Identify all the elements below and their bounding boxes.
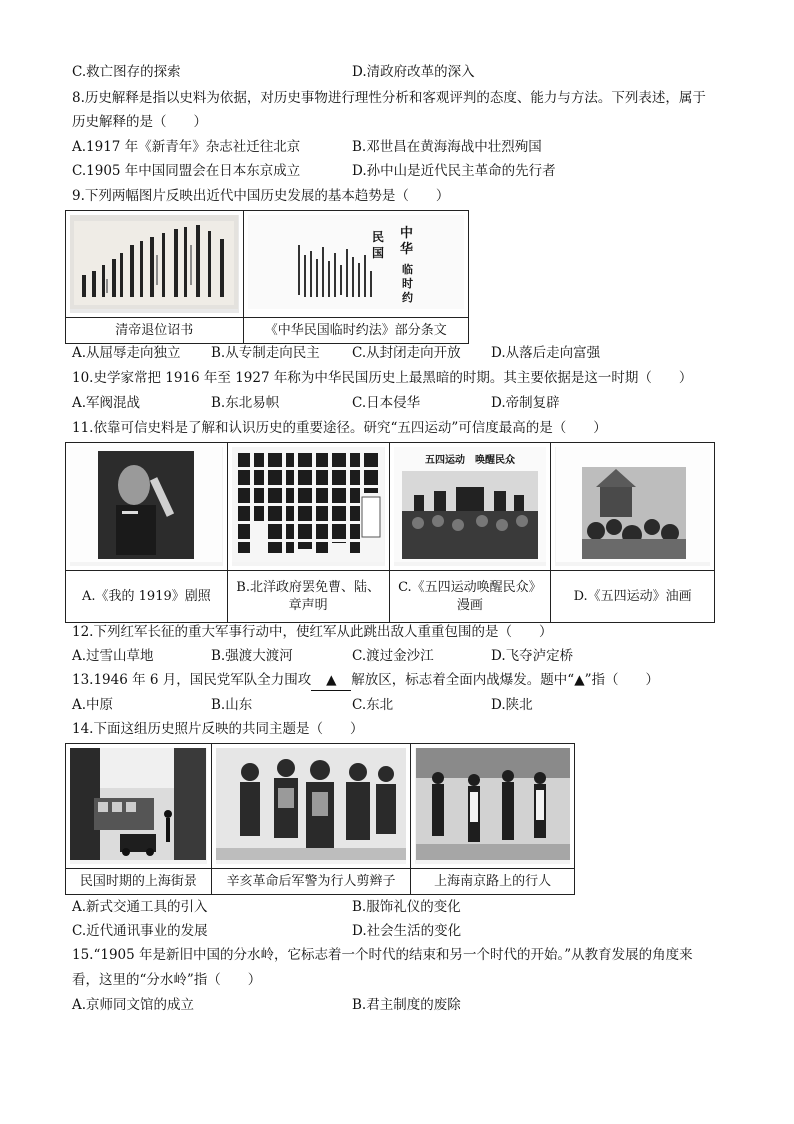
nanjing-road-image xyxy=(416,748,570,860)
q8-stem-line1: 8.历史解释是指以史料为依据，对历史事物进行理性分析和客观评判的态度、能力与方法。下列表述，属于 xyxy=(72,90,706,106)
q11-caption-d: D.《五四运动》油画 xyxy=(551,571,715,623)
q14-caption-3: 上海南京路上的行人 xyxy=(411,869,575,895)
q13-option-a: A.中原 xyxy=(72,697,114,713)
q9-option-c: C.从封闭走向开放 xyxy=(352,345,461,361)
cartoon-image xyxy=(394,447,546,562)
q8-stem-line2: 历史解释的是（ ） xyxy=(72,114,207,130)
shanghai-street-image xyxy=(70,748,206,860)
q11-image-b xyxy=(227,443,389,571)
q11-figure-table xyxy=(65,442,715,623)
q13-stem-post: 解放区，标志着全面内战爆发。题中“▲”指（ ） xyxy=(351,672,659,688)
q13-blank-triangle: ▲ xyxy=(311,670,351,691)
q11-image-d xyxy=(551,443,715,571)
q14-image-1 xyxy=(66,744,212,869)
q14-image-2 xyxy=(211,744,411,869)
q10-option-c: C.日本侵华 xyxy=(352,395,421,411)
q12-option-d: D.飞夺泸定桥 xyxy=(491,648,574,664)
q8-option-b: B.邓世昌在黄海海战中壮烈殉国 xyxy=(352,139,542,155)
q9-caption-2: 《中华民国临时约法》部分条文 xyxy=(243,318,469,344)
q13-stem xyxy=(72,670,659,691)
queue-cutting-image xyxy=(216,748,406,860)
q9-image-abdication-edict xyxy=(66,211,244,318)
cartoon-title: 五四运动 唤醒民众 xyxy=(424,455,515,466)
constitution-char-1: 中 xyxy=(399,226,413,241)
q14-caption-2: 辛亥革命后军警为行人剪辫子 xyxy=(211,869,411,895)
q14-option-b: B.服饰礼仪的变化 xyxy=(352,899,461,915)
film-still-image xyxy=(70,447,222,562)
q14-image-3 xyxy=(411,744,575,869)
q12-stem: 12.下列红军长征的重大军事行动中，使红军从此跳出敌人重重包围的是（ ） xyxy=(72,624,553,640)
q7-option-d: D.清政府改革的深入 xyxy=(352,64,475,80)
q10-option-a: A.军阀混战 xyxy=(72,395,141,411)
q14-option-c: C.近代通讯事业的发展 xyxy=(72,923,208,939)
q13-option-d: D.陕北 xyxy=(491,697,533,713)
q9-option-b: B.从专制走向民主 xyxy=(211,345,320,361)
constitution-char-6: 时 xyxy=(401,277,413,290)
q14-option-d: D.社会生活的变化 xyxy=(352,923,462,939)
constitution-char-5: 临 xyxy=(401,263,413,276)
constitution-char-4: 国 xyxy=(371,246,384,260)
provisional-constitution-image xyxy=(248,215,464,309)
q14-stem: 14.下面这组历史照片反映的共同主题是（ ） xyxy=(72,721,364,737)
q11-caption-a: A.《我的 1919》剧照 xyxy=(66,571,228,623)
q11-caption-b-line1: B.北洋政府罢免曹、陆、 xyxy=(236,579,380,595)
q11-image-c xyxy=(389,443,551,571)
oil-painting-image xyxy=(556,447,710,562)
abdication-edict-image xyxy=(70,215,238,309)
q12-option-a: A.过雪山草地 xyxy=(72,648,154,664)
q10-option-d: D.帝制复辟 xyxy=(491,395,560,411)
q9-image-provisional-constitution xyxy=(243,211,469,318)
q8-option-d: D.孙中山是近代民主革命的先行者 xyxy=(352,163,556,179)
q11-caption-c xyxy=(389,571,551,623)
q11-caption-b xyxy=(227,571,389,623)
constitution-char-7: 约 xyxy=(401,291,413,304)
q8-option-c: C.1905 年中国同盟会在日本东京成立 xyxy=(72,163,301,179)
q15-option-a: A.京师同文馆的成立 xyxy=(72,997,195,1013)
q9-caption-1: 清帝退位诏书 xyxy=(66,318,244,344)
q7-option-c: C.救亡图存的探索 xyxy=(72,64,181,80)
q11-image-a xyxy=(66,443,228,571)
q15-option-b: B.君主制度的废除 xyxy=(352,997,461,1013)
q10-option-b: B.东北易帜 xyxy=(211,395,280,411)
q9-stem: 9.下列两幅图片反映出近代中国历史发展的基本趋势是（ ） xyxy=(72,188,450,204)
q13-stem-pre: 13.1946 年 6 月，国民党军队全力围攻 xyxy=(72,672,312,688)
newspaper-statement-image xyxy=(232,447,384,562)
q13-option-c: C.东北 xyxy=(352,697,394,713)
q14-figure-table xyxy=(65,743,575,895)
q12-option-c: C.渡过金沙江 xyxy=(352,648,434,664)
q15-stem-line1: 15.“1905 年是新旧中国的分水岭，它标志着一个时代的结束和另一个时代的开始。”从教育发展的角度来 xyxy=(72,947,693,963)
q11-stem: 11.依靠可信史料是了解和认识历史的重要途径。研究“五四运动”可信度最高的是（ ） xyxy=(72,420,607,436)
q15-stem-line2: 看，这里的“分水岭”指（ ） xyxy=(72,972,262,988)
q9-figure-table xyxy=(65,210,469,344)
q14-option-a: A.新式交通工具的引入 xyxy=(72,899,208,915)
q9-option-d: D.从落后走向富强 xyxy=(491,345,601,361)
q11-caption-b-line2: 章声明 xyxy=(288,597,328,613)
q9-option-a: A.从屈辱走向独立 xyxy=(72,345,181,361)
q11-caption-c-line1: C.《五四运动唤醒民众》 xyxy=(398,579,542,595)
q12-option-b: B.强渡大渡河 xyxy=(211,648,293,664)
q11-caption-c-line2: 漫画 xyxy=(456,597,483,613)
constitution-char-3: 民 xyxy=(371,230,384,244)
q10-stem: 10.史学家常把 1916 年至 1927 年称为中华民国历史上最黑暗的时期。其主要依据是这一时期（ ） xyxy=(72,370,693,386)
q14-caption-1: 民国时期的上海街景 xyxy=(66,869,212,895)
constitution-char-2: 华 xyxy=(399,242,413,257)
q8-option-a: A.1917 年《新青年》杂志社迁往北京 xyxy=(72,139,301,155)
q13-option-b: B.山东 xyxy=(211,697,253,713)
